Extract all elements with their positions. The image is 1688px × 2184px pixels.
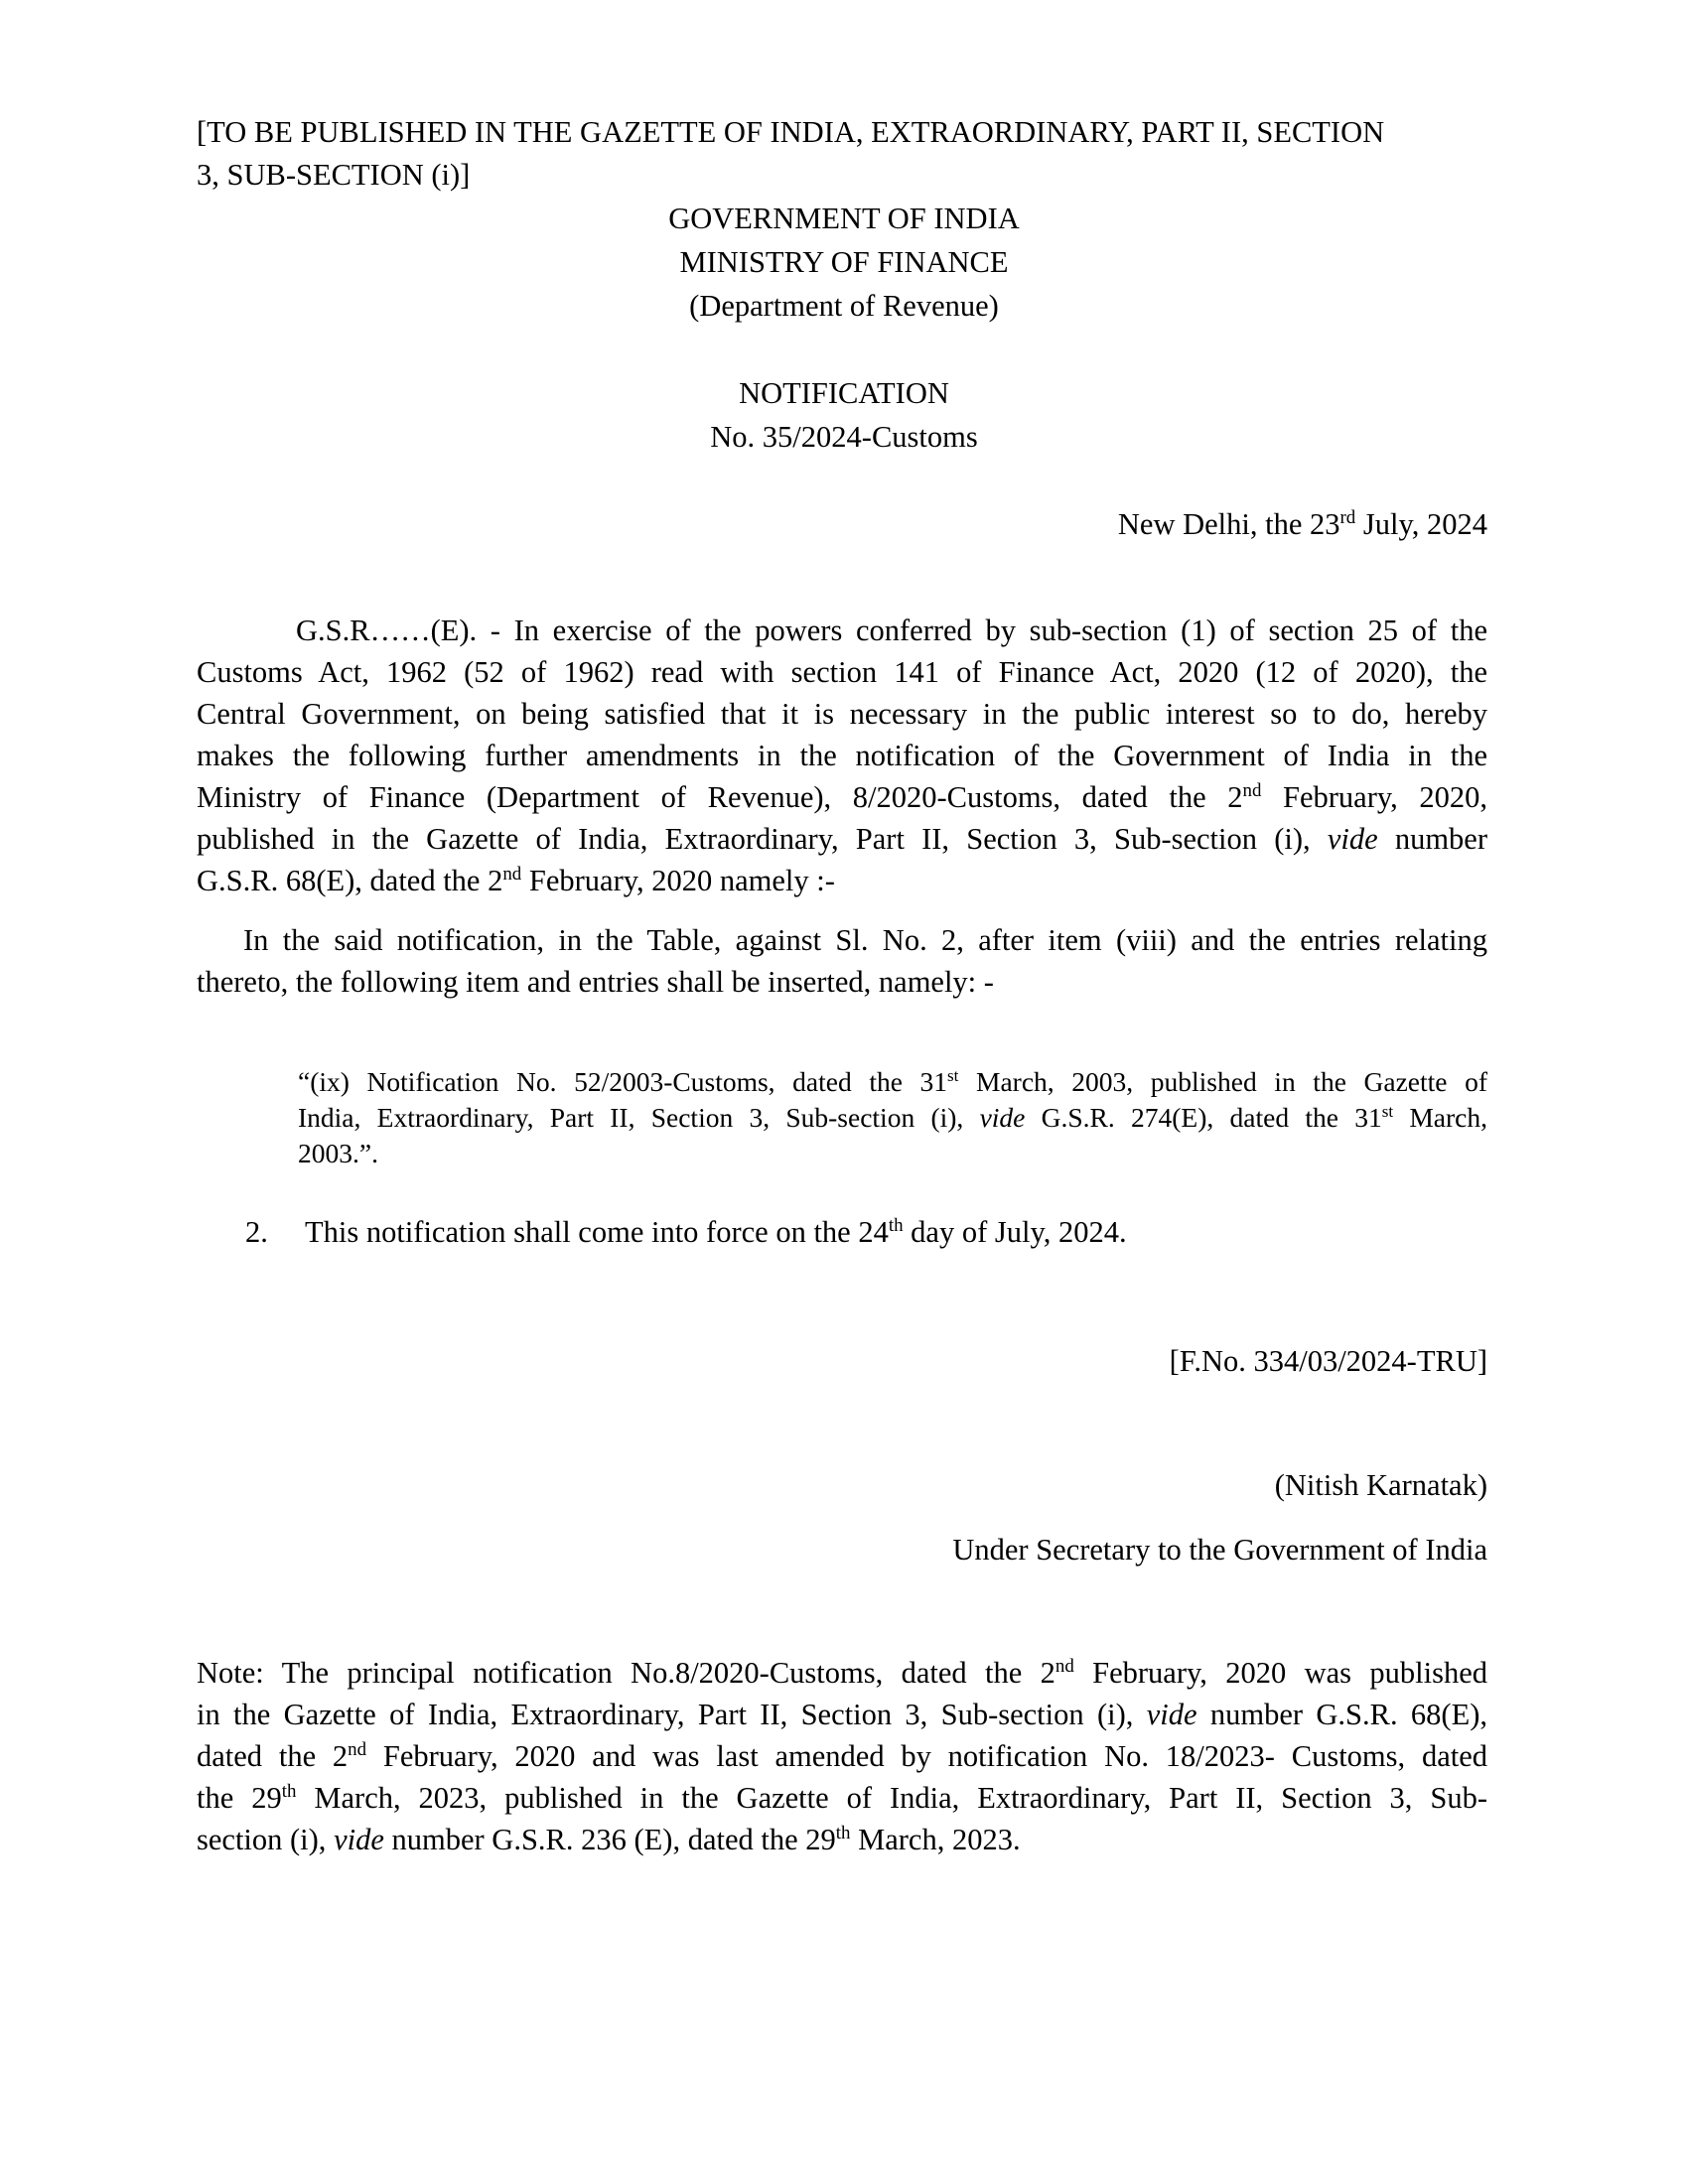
paragraph-preamble: [197, 610, 1487, 901]
note-paragraph: [197, 1652, 1487, 1860]
note-line-4: the 29th March, 2023, published in the Gazette of India, Extraordinary, Part II, Section 3, Sub-: [197, 1780, 1487, 1815]
amendment-line-1: In the said notification, in the Table, against Sl. No. 2, after item (viii) and the entries relating: [243, 923, 1487, 957]
inserted-entry-line-1: “(ix) Notification No. 52/2003-Customs, dated the 31st March, 2003, published in the Gazette of: [298, 1065, 1487, 1097]
item-number: 2.: [245, 1215, 268, 1249]
notification-heading: [546, 371, 1142, 459]
inserted-entry: [298, 1064, 1487, 1171]
item-commencement: 2. This notification shall come into force on the 24th day of July, 2024.: [197, 1211, 1487, 1254]
notification-title: NOTIFICATION: [739, 376, 949, 410]
note-line-5: section (i), vide number G.S.R. 236 (E), dated the 29th March, 2023.: [197, 1822, 1021, 1856]
note-line-3: dated the 2nd February, 2020 and was last amended by notification No. 18/2023- Customs, dated: [197, 1738, 1487, 1773]
department-name: (Department of Revenue): [689, 289, 999, 323]
publish-line-1: [TO BE PUBLISHED IN THE GAZETTE OF INDIA, EXTRAORDINARY, PART II, SECTION: [197, 115, 1385, 149]
date-line: New Delhi, the 23rd July, 2024: [1117, 506, 1487, 541]
preamble-line-1: G.S.R……(E). - In exercise of the powers conferred by sub-section (1) of section 25 of the: [296, 614, 1487, 647]
paragraph-amendment: [197, 919, 1487, 1003]
publish-instruction: [197, 111, 1487, 197]
signatory-name: (Nitish Karnatak): [1274, 1468, 1487, 1502]
preamble-line-2: Customs Act, 1962 (52 of 1962) read with section 141 of Finance Act, 2020 (12 of 2020), the: [197, 655, 1487, 689]
signatory-title: Under Secretary to the Government of India: [952, 1533, 1487, 1567]
government-header: [546, 197, 1142, 328]
preamble-line-4: makes the following further amendments in the notification of the Government of India in the: [197, 739, 1487, 772]
amendment-line-2: thereto, the following item and entries shall be inserted, namely: -: [197, 965, 994, 999]
preamble-line-6: published in the Gazette of India, Extraordinary, Part II, Section 3, Sub-section (i), vide number: [197, 822, 1487, 856]
preamble-line-5: Ministry of Finance (Department of Revenue), 8/2020-Customs, dated the 2nd February, 2020,: [197, 779, 1488, 814]
ministry-name: MINISTRY OF FINANCE: [679, 245, 1009, 279]
note-line-1: Note: The principal notification No.8/2020-Customs, dated the 2nd February, 2020 was published: [197, 1655, 1487, 1690]
note-line-2: in the Gazette of India, Extraordinary, Part II, Section 3, Sub-section (i), vide number G.S.R. 68(E),: [197, 1698, 1487, 1731]
preamble-line-7: G.S.R. 68(E), dated the 2nd February, 2020 namely :-: [197, 863, 835, 897]
file-number: [F.No. 334/03/2024-TRU]: [1169, 1344, 1487, 1378]
inserted-entry-line-3: 2003.”.: [298, 1138, 378, 1168]
preamble-line-3: Central Government, on being satisfied that it is necessary in the public interest so to do, hereby: [197, 697, 1487, 731]
government-name: GOVERNMENT OF INDIA: [668, 202, 1020, 235]
inserted-entry-line-2: India, Extraordinary, Part II, Section 3, Sub-section (i), vide G.S.R. 274(E), dated the 31st March,: [298, 1101, 1487, 1133]
publish-line-2: 3, SUB-SECTION (i)]: [197, 158, 471, 192]
notification-number: No. 35/2024-Customs: [710, 420, 978, 454]
